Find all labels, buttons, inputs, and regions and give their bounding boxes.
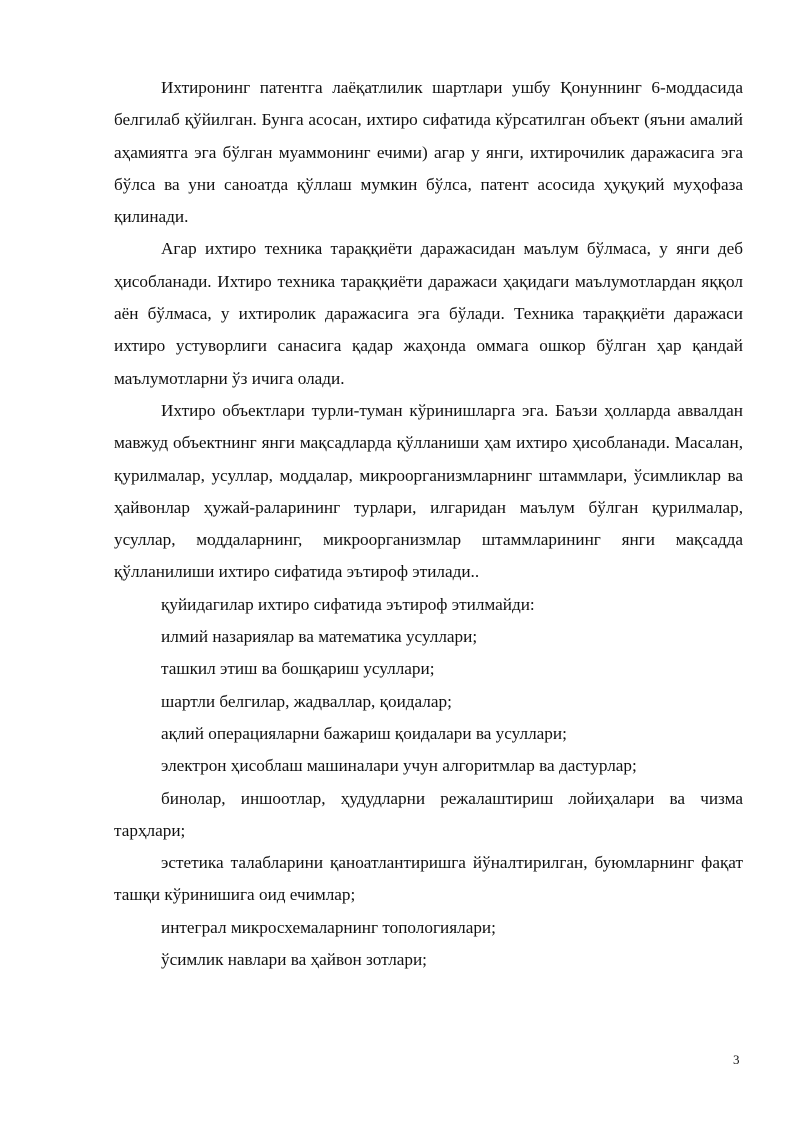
paragraph-patentability-conditions: Ихтиронинг патентга лаёқатлилик шартлари ушбу Қонуннинг 6-моддасида белгилаб қўйилган. Бунга асосан, ихтиро сифатида кўрсатилган объект (яъни амалий аҳамиятга эга бўлган муаммонинг ечими) агар у янги, ихтирочилик даражасига эга бўлса ва уни саноатда қўллаш мумкин бўлса, патент асосида ҳуқуқий муҳофаза қилинади. <box>114 78 743 227</box>
list-item: шартли белгилар, жадваллар, қоидалар; <box>161 691 452 711</box>
document-page <box>114 72 743 976</box>
list-item: бинолар, иншоотлар, ҳудудларни режалаштириш лойиҳалари ва чизма тарҳлари; <box>114 788 743 840</box>
list-item: ўсимлик навлари ва ҳайвон зотлари; <box>161 950 427 970</box>
list-item: ташкил этиш ва бошқариш усуллари; <box>161 659 435 679</box>
list-item: электрон ҳисоблаш машиналари учун алгоритмлар ва дастурлар; <box>161 756 637 776</box>
list-item: илмий назариялар ва математика усуллари; <box>161 627 478 647</box>
paragraph-novelty: Агар ихтиро техника тараққиёти даражасидан маълум бўлмаса, у янги деб ҳисобланади. Ихтиро техника тараққиёти даражаси ҳақидаги маълумотлардан яққол аён бўлмаса, у ихтиролик даражасига эга бўлади. Техника тараққиёти даражаси ихтиро устуворлиги санасига қадар жаҳонда оммага ошкор бўлган ҳар қандай маълумотларни ўз ичига олади. <box>114 239 743 388</box>
page-number: 3 <box>733 1052 740 1067</box>
list-item: ақлий операцияларни бажариш қоидалари ва усуллари; <box>161 723 567 743</box>
paragraph-invention-objects: Ихтиро объектлари турли-туман кўринишларга эга. Баъзи ҳолларда аввалдан мавжуд объектнинг янги мақсадларда қўлланиши ҳам ихтиро ҳисобланади. Масалан, қурилмалар, усуллар, моддалар, микроорганизмларнинг штаммлари, ўсимликлар ва ҳайвонлар ҳужай-раларининг турлари, илгаридан маълум бўлган қурилмалар, усуллар, моддаларнинг, микроорганизмлар штаммларининг янги мақсадда қўлланилиши ихтиро сифатида эътироф этилади.. <box>114 400 743 582</box>
list-item: эстетика талабларини қаноатлантиришга йўналтирилган, буюмларнинг фақат ташқи кўринишига оид ечимлар; <box>114 853 743 905</box>
list-intro: қуйидагилар ихтиро сифатида эътироф этилмайди: <box>161 594 535 614</box>
list-item: интеграл микросхемаларнинг топологиялари; <box>161 917 496 937</box>
